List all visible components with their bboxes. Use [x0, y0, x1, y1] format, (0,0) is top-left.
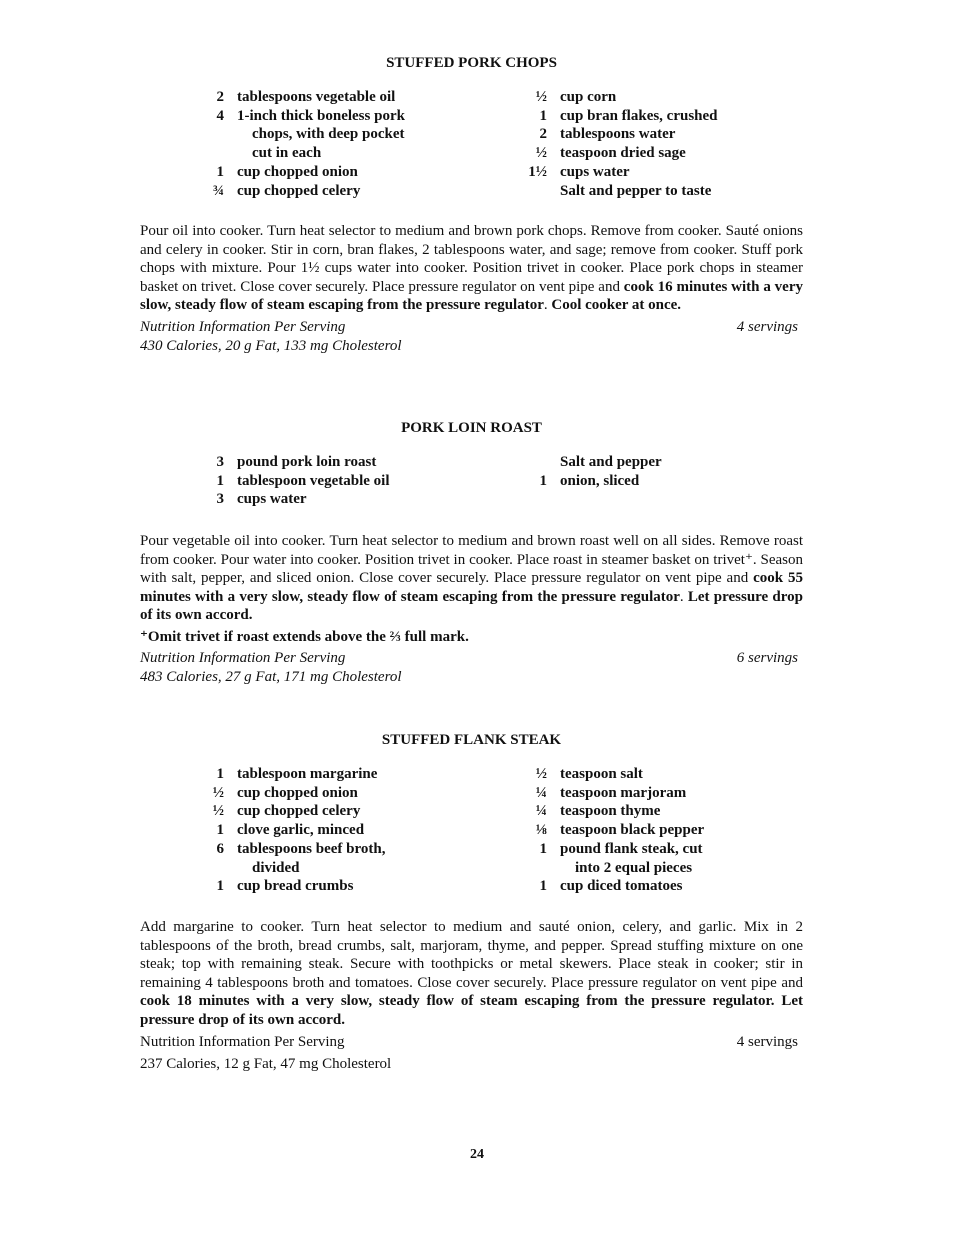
ingredient-quantity: 4: [216, 107, 224, 124]
nutrition-values: 237 Calories, 12 g Fat, 47 mg Cholesterol: [140, 1055, 392, 1072]
ingredient-quantity: 3: [216, 454, 224, 470]
ingredient-column-right: [523, 453, 773, 490]
ingredient-row: [200, 490, 460, 509]
ingredient-row: [523, 877, 773, 896]
footnote: ⁺Omit trivet if roast extends above the ⅔ full mark.: [140, 628, 469, 645]
ingredient-text: clove garlic, minced: [237, 822, 365, 839]
ingredient-text: cup diced tomatoes: [560, 878, 683, 895]
ingredient-text: cups water: [560, 163, 630, 180]
ingredient-quantity: 2: [539, 126, 547, 143]
instructions-emphasis: cook 55 minutes with a very slow, steady flow of steam escaping from the pressure regulator: [140, 570, 803, 605]
servings: 6 servings: [736, 649, 798, 666]
ingredient-row: [523, 125, 773, 144]
ingredient-row: [200, 472, 460, 491]
ingredient-row: [200, 859, 460, 878]
ingredient-column-right: [523, 765, 773, 896]
ingredient-quantity: 2: [216, 89, 224, 105]
ingredient-quantity: ¼: [535, 803, 547, 820]
ingredient-text: into 2 equal pieces: [575, 859, 693, 876]
nutrition-header: [140, 1033, 803, 1052]
ingredient-text: teaspoon thyme: [560, 803, 661, 820]
ingredient-quantity: 6: [216, 840, 224, 857]
recipe-pork-loin-roast: [140, 419, 803, 687]
ingredient-quantity: ½: [212, 784, 224, 801]
nutrition-label: Nutrition Information Per Serving: [140, 318, 346, 335]
ingredient-list: [140, 453, 803, 510]
ingredient-text: tablespoon margarine: [237, 766, 378, 782]
ingredient-quantity: [200, 859, 224, 878]
ingredient-list: [140, 88, 803, 200]
ingredient-row: [523, 453, 773, 472]
recipe-stuffed-flank-steak: [140, 731, 803, 1074]
servings: 4 servings: [736, 1033, 798, 1050]
instructions-text: .: [543, 297, 552, 314]
instructions-emphasis: Let pressure drop of its own accord.: [140, 588, 804, 624]
instructions-emphasis: Cool cooker at once.: [551, 297, 682, 314]
ingredient-text: onion, sliced: [560, 472, 640, 489]
instructions-emphasis: cook 16 minutes with a very slow, steady flow of steam escaping from the pressure regulator: [140, 278, 803, 314]
ingredient-row: [200, 784, 460, 803]
servings: 4 servings: [736, 318, 798, 335]
ingredient-quantity: 1: [216, 472, 224, 489]
recipe-title: PORK LOIN ROAST: [401, 420, 542, 436]
ingredient-text: cup chopped celery: [237, 803, 361, 820]
ingredient-row: [200, 877, 460, 896]
ingredient-row: [523, 163, 773, 182]
ingredient-quantity: ½: [535, 89, 547, 105]
ingredient-quantity: 3: [216, 491, 224, 508]
ingredient-column-left: [200, 453, 460, 509]
ingredient-quantity: 1: [216, 822, 224, 839]
ingredient-row: [200, 125, 460, 144]
ingredient-quantity: ⅛: [535, 822, 547, 839]
ingredient-text: cup chopped onion: [237, 163, 358, 180]
ingredient-text: cut in each: [252, 145, 322, 162]
ingredient-quantity: [523, 453, 547, 472]
ingredient-text: cup chopped celery: [237, 182, 361, 199]
ingredient-text: teaspoon marjoram: [560, 784, 687, 801]
ingredient-quantity: 1: [216, 878, 224, 895]
ingredient-row: [523, 182, 773, 201]
recipe-instructions: [140, 222, 803, 315]
ingredient-column-left: [200, 765, 460, 896]
ingredient-quantity: [523, 859, 547, 878]
ingredient-text: teaspoon salt: [560, 766, 643, 782]
ingredient-text: teaspoon black pepper: [560, 822, 705, 839]
ingredient-text: divided: [252, 859, 300, 876]
ingredient-row: [523, 765, 773, 784]
ingredient-text: 1-inch thick boneless pork: [237, 107, 405, 124]
ingredient-quantity: ½: [212, 803, 224, 820]
ingredient-quantity: ¼: [535, 784, 547, 801]
page-number: 24: [470, 1147, 484, 1162]
ingredient-quantity: 1½: [528, 163, 547, 180]
ingredient-column-left: [200, 88, 460, 200]
ingredient-row: [200, 182, 460, 201]
ingredient-row: [200, 821, 460, 840]
nutrition-label: Nutrition Information Per Serving: [140, 649, 346, 666]
ingredient-row: [200, 453, 460, 472]
ingredient-text: Salt and pepper to taste: [560, 182, 712, 199]
ingredient-quantity: 1: [539, 840, 547, 857]
ingredient-row: [523, 88, 773, 107]
ingredient-text: pound pork loin roast: [237, 454, 377, 470]
recipe-instructions: [140, 532, 803, 625]
ingredient-quantity: ½: [535, 766, 547, 782]
nutrition-values: 430 Calories, 20 g Fat, 133 mg Cholesterol: [140, 337, 402, 354]
instructions-text: Pour vegetable oil into cooker. Turn heat selector to medium and brown roast well on all sides. Remove roast from cooker. Pour water into cooker. Position trivet in cooker. Place roast in steamer basket on trivet⁺. Season with salt, pepper, and sliced onion. Close cover securely. Place pressure regulator on vent pipe and: [140, 533, 803, 587]
ingredient-quantity: ½: [535, 145, 547, 162]
ingredient-text: tablespoons vegetable oil: [237, 89, 396, 105]
ingredient-row: [200, 802, 460, 821]
ingredient-quantity: ¾: [212, 182, 224, 199]
ingredient-text: cup chopped onion: [237, 784, 358, 801]
ingredient-text: Salt and pepper: [560, 454, 662, 470]
ingredient-row: [523, 784, 773, 803]
nutrition-label: Nutrition Information Per Serving: [140, 1033, 345, 1050]
ingredient-quantity: [200, 144, 224, 163]
ingredient-text: cup bran flakes, crushed: [560, 107, 718, 124]
nutrition-info: [140, 318, 803, 356]
ingredient-row: [200, 144, 460, 163]
ingredient-text: cups water: [237, 491, 307, 508]
ingredient-row: [523, 840, 773, 859]
ingredient-column-right: [523, 88, 773, 200]
ingredient-quantity: 1: [539, 878, 547, 895]
ingredient-row: [200, 88, 460, 107]
nutrition-values: 483 Calories, 27 g Fat, 171 mg Cholesterol: [140, 668, 402, 685]
ingredient-text: cup corn: [560, 89, 617, 105]
ingredient-row: [523, 144, 773, 163]
instructions-text: Add margarine to cooker. Turn heat selector to medium and sauté onion, celery, and garlic. Mix in 2 tablespoons of the broth, bread crumbs, salt, marjoram, thyme, and pepper. Spread stuffing mixture on one steak; top with remaining steak. Secure with toothpicks or metal skewers. Place steak in cooker; stir in remaining 4 tablespoons broth and tomatoes. Close cover securely. Place pressure regulator on vent pipe and: [140, 919, 803, 991]
nutrition-info: [140, 649, 803, 687]
instructions-emphasis: cook 18 minutes with a very slow, steady flow of steam escaping from the pressure regulator. Let pressure drop of its own accord.: [140, 993, 803, 1028]
ingredient-quantity: 1: [539, 472, 547, 489]
ingredient-text: tablespoon vegetable oil: [237, 472, 390, 489]
ingredient-row: [200, 107, 460, 126]
ingredient-text: chops, with deep pocket: [252, 126, 405, 143]
instructions-text: .: [679, 588, 688, 605]
ingredient-row: [200, 765, 460, 784]
ingredient-quantity: 1: [216, 766, 224, 782]
recipe-instructions: [140, 918, 803, 1030]
recipe-stuffed-pork-chops: [140, 54, 803, 356]
ingredient-text: teaspoon dried sage: [560, 145, 686, 162]
nutrition-header: [140, 318, 803, 337]
ingredient-row: [523, 802, 773, 821]
ingredient-row: [523, 821, 773, 840]
ingredient-text: pound flank steak, cut: [560, 840, 703, 857]
nutrition-header: [140, 649, 803, 668]
ingredient-row: [523, 107, 773, 126]
ingredient-quantity: [523, 182, 547, 201]
recipe-title: STUFFED PORK CHOPS: [386, 55, 557, 71]
instructions-text: Pour oil into cooker. Turn heat selector to medium and brown pork chops. Remove from cooker. Sauté onions and celery in cooker. Stir in corn, bran flakes, 2 tablespoons water, and sage; remove from cooker. Stuff pork chops with mixture. Pour 1½ cups water into cooker. Position trivet in cooker. Place pork chops in steamer basket on trivet. Close cover securely. Place pressure regulator on vent pipe and: [140, 223, 803, 295]
recipe-title: STUFFED FLANK STEAK: [381, 732, 562, 748]
ingredient-row: [200, 840, 460, 859]
ingredient-row: [200, 163, 460, 182]
ingredient-quantity: 1: [216, 163, 224, 180]
ingredient-quantity: [200, 125, 224, 144]
ingredient-list: [140, 765, 803, 896]
ingredient-row: [523, 859, 773, 878]
ingredient-text: cup bread crumbs: [237, 878, 354, 895]
ingredient-quantity: 1: [539, 107, 547, 124]
ingredient-row: [523, 472, 773, 491]
nutrition-info: [140, 1033, 803, 1074]
ingredient-text: tablespoons water: [560, 126, 676, 143]
ingredient-text: tablespoons beef broth,: [237, 840, 386, 857]
